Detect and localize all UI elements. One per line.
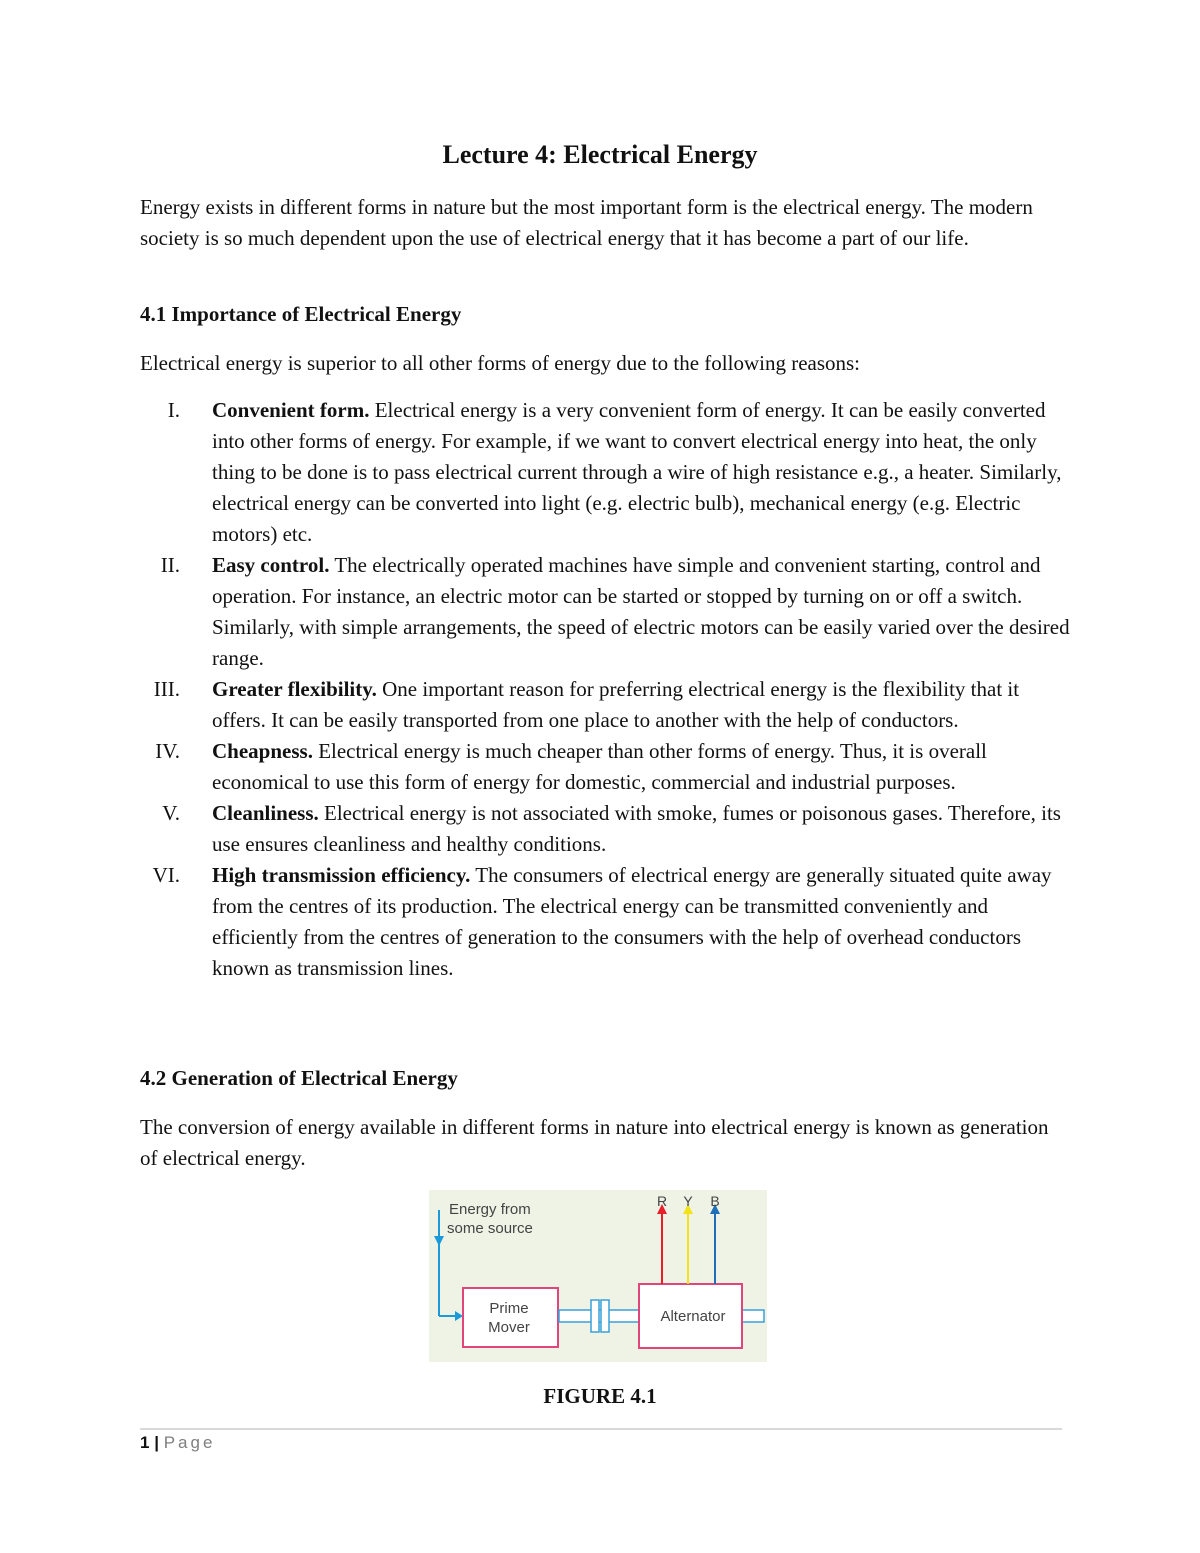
reasons-list xyxy=(140,395,1070,984)
prime-mover-label-line2: Mover xyxy=(488,1319,530,1336)
coupling-left xyxy=(591,1300,599,1332)
reason-text: Electrical energy is much cheaper than other forms of energy. Thus, it is overall xyxy=(312,739,987,763)
page-number: 1 xyxy=(140,1433,150,1452)
generation-diagram xyxy=(429,1190,767,1362)
section-4-1-heading: 4.1 Importance of Electrical Energy xyxy=(140,302,462,326)
reason-text: One important reason for preferring electrical energy is the flexibility that it offers. It can be easily transported from one place to another with the help of conductors. xyxy=(212,677,1020,732)
reason-item xyxy=(140,395,1070,550)
footer-separator: | xyxy=(154,1433,159,1452)
footer-divider xyxy=(140,1428,1062,1430)
lecture-title: Lecture 4: Electrical Energy xyxy=(442,140,758,169)
section-4-2-text: The conversion of energy available in different forms in nature into electrical energy is known as generation of electrical energy. xyxy=(140,1115,1049,1170)
section-4-1-lead: Electrical energy is superior to all other forms of energy due to the following reasons: xyxy=(140,351,861,375)
section-4-2-heading: 4.2 Generation of Electrical Energy xyxy=(140,1066,458,1090)
reason-term: Cheapness. xyxy=(212,739,313,763)
source-label-line2: some source xyxy=(447,1220,533,1237)
reason-term: Cleanliness. xyxy=(212,801,319,825)
reason-text: Electrical energy is a very convenient form of energy. It can be easily converted into other forms of energy. For example, if we want to convert electrical energy into heat, the only thing to be done is to pass electrical current through a wire of high resistance e.g., a heater. Similarly, electrical energy can be converted into light (e.g. electric bulb), mechanical energy (e.g. Electric motors) etc. xyxy=(212,398,1062,546)
reason-text: Electrical energy is not associated with smoke, fumes or poisonous gases. Therefore, its use ensures cleanliness and healthy conditions. xyxy=(212,801,1061,856)
phase-b-label: B xyxy=(710,1193,720,1209)
reason-term: High transmission efficiency. xyxy=(212,863,471,887)
figure-caption: FIGURE 4.1 xyxy=(543,1384,657,1408)
prime-mover-box xyxy=(463,1288,558,1347)
reason-number: IV. xyxy=(155,739,180,763)
energy-flow-arrowhead xyxy=(434,1236,444,1246)
prime-mover-label-line1: Prime xyxy=(489,1300,529,1317)
reason-text: The consumers of electrical energy are generally situated quite away from the centres of its production. The electrical energy can be transmitted conveniently and efficiently from the centres of generation to the consumers with the help of overhead conductors known as transmission lines. xyxy=(212,863,1052,980)
reason-number: II. xyxy=(160,553,180,577)
reason-item xyxy=(140,550,1070,674)
reason-term: Convenient form. xyxy=(212,398,370,422)
diagram-svg xyxy=(429,1190,767,1362)
intro-paragraph: Energy exists in different forms in nature but the most important form is the electrical energy. The modern society is so much dependent upon the use of electrical energy that it has become a part of our life. xyxy=(140,195,1033,250)
alternator-label: Alternator xyxy=(660,1308,726,1325)
phase-y-label: Y xyxy=(683,1193,693,1209)
reason-text: The electrically operated machines have simple and convenient starting, control and operation. For instance, an electric motor can be started or stopped by turning on or off a switch. Similarly, with simple arrangements, the speed of electric motors can be easily varied over the desired range. xyxy=(212,553,1070,670)
reason-text-continued: economical to use this form of energy for domestic, commercial and industrial purposes. xyxy=(212,770,956,794)
source-label-line1: Energy from xyxy=(449,1201,531,1218)
energy-input-arrowhead xyxy=(455,1311,463,1321)
phase-r-label: R xyxy=(656,1193,668,1209)
reason-item xyxy=(140,674,1070,736)
reason-number: V. xyxy=(162,801,180,825)
output-shaft xyxy=(742,1310,764,1322)
reason-item xyxy=(140,798,1070,860)
reason-number: I. xyxy=(167,398,180,422)
page-label: Page xyxy=(163,1433,216,1452)
reason-number: III. xyxy=(153,677,180,701)
reason-number: VI. xyxy=(152,863,180,887)
page-footer xyxy=(140,1433,215,1453)
reason-item xyxy=(140,860,1070,984)
coupling-right xyxy=(601,1300,609,1332)
reason-term: Easy control. xyxy=(212,553,330,577)
reason-item xyxy=(140,736,1070,798)
reason-term: Greater flexibility. xyxy=(212,677,377,701)
